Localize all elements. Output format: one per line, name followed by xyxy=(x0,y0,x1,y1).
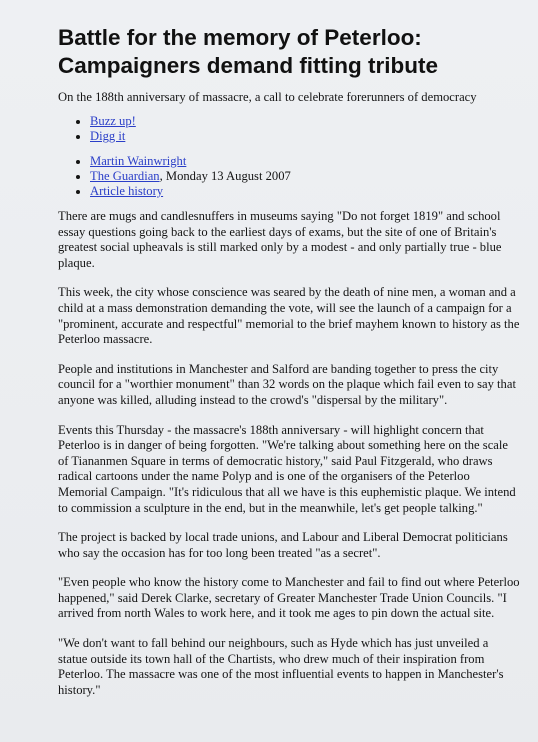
body-paragraph: Events this Thursday - the massacre's 188th anniversary - will highlight concern that Peterloo is in danger of being forgotten. "We're talking about something here on the scale of Tiananmen Square in terms of democratic history," said Paul Fitzgerald, who draws radical cartoons under the name Polyp and is one of the organisers of the Peterloo Memorial Campaign. "It's ridiculous that all we have is this euphemistic plaque. We intend to commission a sculpture in the end, but in the meanwhile, let's get people talking." xyxy=(58,422,516,515)
body-paragraph: People and institutions in Manchester and Salford are banding together to press the city council for a "worthier monument" than 32 words on the plaque which fail even to say that anyone was killed, alluding instead to the crowd's "dispersal by the military". xyxy=(58,361,516,407)
body-paragraph: This week, the city whose conscience was seared by the death of nine men, a woman and a child at a mass demonstration demanding the vote, will see the launch of a campaign for a "prominent, accurate and respectful" memorial to the brief mayhem known to history as the Peterloo massacre. xyxy=(58,285,520,347)
byline-item xyxy=(90,154,520,169)
body-paragraph: There are mugs and candlesnuffers in museums saying "Do not forget 1819" and school essay questions going back to the earliest days of exams, but the site of one of Britain's greatest social upheavals is still marked only by a modest - and only partially true - blue plaque. xyxy=(58,209,502,270)
byline xyxy=(58,154,520,199)
headline: Battle for the memory of Peterloo: Campaigners demand fitting tribute xyxy=(58,25,439,78)
body-paragraph: The project is backed by local trade unions, and Labour and Liberal Democrat politicians who say the occasion has for too long been treated "as a secret". xyxy=(58,530,508,560)
body-paragraph: "Even people who know the history come to Manchester and fail to find out where Peterloo happened," said Derek Clarke, secretary of Greater Manchester Trade Union Councils. "I arrived from north Wales to work here, and it took me ages to pin down the actual site. xyxy=(58,575,520,621)
byline-item xyxy=(90,169,520,184)
digg-it-link[interactable]: Digg it xyxy=(90,129,126,143)
byline-item xyxy=(90,184,520,199)
article-history-link[interactable]: Article history xyxy=(90,184,164,198)
standfirst: On the 188th anniversary of massacre, a call to celebrate forerunners of democracy xyxy=(58,90,477,104)
article xyxy=(58,24,520,712)
body-paragraph: "We don't want to fall behind our neighbours, such as Hyde which has just unveiled a statue outside its town hall of the Chartists, who drew much of their inspiration from Peterloo. The massacre was one of the most influential events to happen in Manchester's history." xyxy=(58,636,504,697)
publication-date: , Monday 13 August 2007 xyxy=(159,169,291,183)
author-link[interactable]: Martin Wainwright xyxy=(90,154,187,168)
share-item xyxy=(90,129,520,144)
publication-link[interactable]: The Guardian xyxy=(90,169,160,183)
buzz-up-link[interactable]: Buzz up! xyxy=(90,114,136,128)
share-item xyxy=(90,114,520,129)
share-links xyxy=(58,114,520,144)
